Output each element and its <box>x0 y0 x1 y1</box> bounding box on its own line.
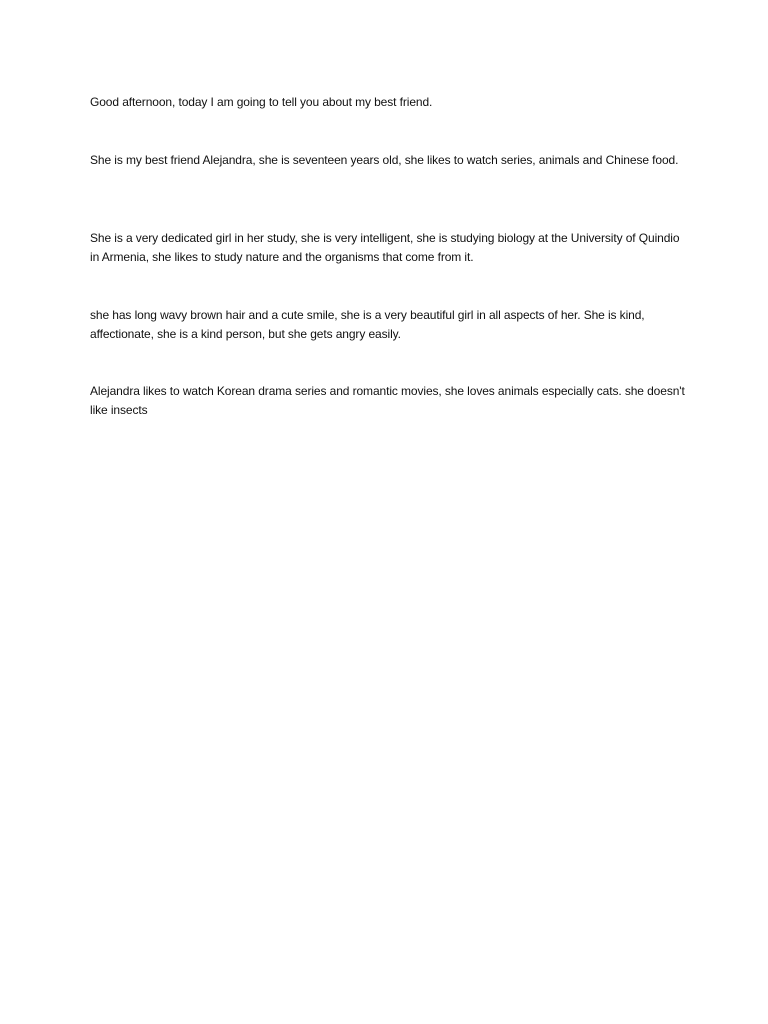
paragraph-likes: Alejandra likes to watch Korean drama series and romantic movies, she loves animals especially cats. she doesn't like insects <box>90 384 685 417</box>
paragraph-introduction: She is my best friend Alejandra, she is seventeen years old, she likes to watch series, animals and Chinese food. <box>90 153 679 167</box>
paragraph-studies: She is a very dedicated girl in her study, she is very intelligent, she is studying biology at the University of Quindio in Armenia, she likes to study nature and the organisms that come from it. <box>90 231 680 264</box>
paragraph-greeting: Good afternoon, today I am going to tell you about my best friend. <box>90 95 433 109</box>
paragraph-appearance: she has long wavy brown hair and a cute smile, she is a very beautiful girl in all aspects of her. She is kind, affectionate, she is a kind person, but she gets angry easily. <box>90 308 645 341</box>
